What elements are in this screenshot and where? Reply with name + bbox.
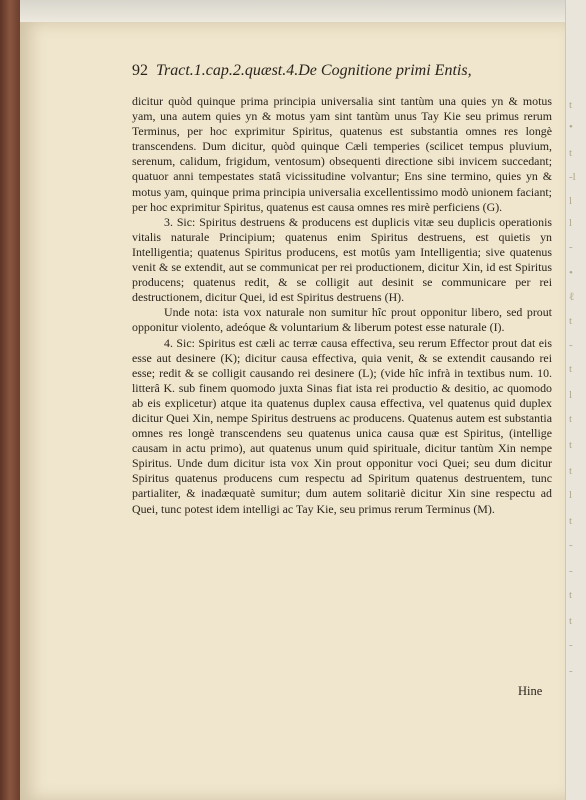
margin-mark: ℓ <box>569 291 575 303</box>
margin-mark: - <box>569 539 573 551</box>
margin-mark: t <box>569 147 573 159</box>
page-header <box>132 62 552 80</box>
margin-mark: - <box>569 565 573 577</box>
margin-mark: t <box>569 413 573 425</box>
book-spine-edge <box>0 0 20 800</box>
paragraph: dicitur quòd quinque prima principia universalia sint tantùm una quies yn & motus yam, una autem quies yn & motus yam sint tantùm unus Tay Kie seu primus rerum Terminus, per hoc exprimitur Spiritus, quatenus est substantia omnes res longè transcendens. Dum dicitur, quòd quinque Cæli temperies (scilicet tempus pluvium, serenum, calidum, frigidum, ventosum) obsequenti directione sibi invicem succedant; quatuor anni tempestates statâ vicissitudine volvantur; Ens sine termino, quies yn & motus yam, quinque prima principia universalia excellentissimo modò unionem faciant; per hoc exprimitur Spiritus, quatenus est causa omnes res mirè perficiens (G). <box>132 94 552 214</box>
margin-mark: t <box>569 615 573 627</box>
margin-mark: -l <box>569 171 576 183</box>
margin-mark: - <box>569 639 573 651</box>
margin-mark: t <box>569 315 573 327</box>
margin-mark: l <box>569 217 573 229</box>
adjacent-page-strip <box>565 0 586 800</box>
margin-mark: t <box>569 439 573 451</box>
margin-mark: l <box>569 489 573 501</box>
margin-mark: t <box>569 363 573 375</box>
paragraph: 3. Sic: Spiritus destruens & producens est duplicis vitæ seu duplicis operationis vitalis naturale Principium; quatenus enim Spiritus destruens, est quietis yn Intelligentia; quatenus Spiritus producens, est motûs yam Intelligentia; sive quatenus venit & se extendit, aut se communicat per rei productionem, dicitur Xin, id est Spiritus producens; quatenus redit, & se colligit aut desinit se communicare per rei destructionem, dicitur Quei, id est Spiritus destruens (H). <box>132 214 552 305</box>
margin-mark: l <box>569 389 573 401</box>
margin-mark: t <box>569 515 573 527</box>
margin-mark: t <box>569 99 573 111</box>
margin-mark: • <box>569 267 573 279</box>
catchword: Hine <box>518 684 543 698</box>
running-title: Tract.1.cap.2.quæst.4.De Cognitione primi Entis, <box>156 62 472 79</box>
margin-mark: t <box>569 465 573 477</box>
page-number: 92 <box>132 62 148 79</box>
margin-mark: l <box>569 195 573 207</box>
scan-top-edge <box>20 0 586 22</box>
margin-mark: • <box>569 121 573 133</box>
margin-mark: t <box>569 589 573 601</box>
margin-mark: - <box>569 339 573 351</box>
paragraph: 4. Sic: Spiritus est cæli ac terræ causa effectiva, seu rerum Effector prout dat eis esse aut desinere (K); dicitur causa effectiva, quia venit, & se extendit causando rei esse; redit & se colligit causando rei desinere (L); (vide hîc infrà in textibus num. 10. litterâ K. sub finem quomodo juxta Sinas fiat ista rei productio & desitio, ac quomodo ab eis explicetur) atque ita quatenus duplex causa effectiva, vel quatenus quid duplex dicitur Quei Xin, nempe Spiritus destruens ac producens. Quatenus autem est substantia omnes res longè transcendens seu quatenus unica causa quæ est Spiritus, (intellige causam in actu primo), aut quatenus unum quid spirituale, dicitur tantùm Xin nempe Spiritus. Unde dum dicitur ista vox Xin prout opponitur voci Quei; seu dum dicitur Spiritus quatenus producens cum respectu ad Spiritum quatenus destruentem, tunc partialiter, & inadæquatè sumitur; dum autem solitariè dicitur Xin sine respectu ad Quei, tunc potest idem intelligi ac Tay Kie, seu primus rerum Terminus (M). <box>132 335 552 516</box>
margin-mark: - <box>569 665 573 677</box>
paragraph: Unde nota: ista vox naturale non sumitur hîc prout opponitur libero, sed prout opponitur violento, adeóque & voluntarium & liberum potest esse naturale (I). <box>132 305 552 335</box>
margin-mark: - <box>569 241 573 253</box>
page-body <box>132 94 552 517</box>
